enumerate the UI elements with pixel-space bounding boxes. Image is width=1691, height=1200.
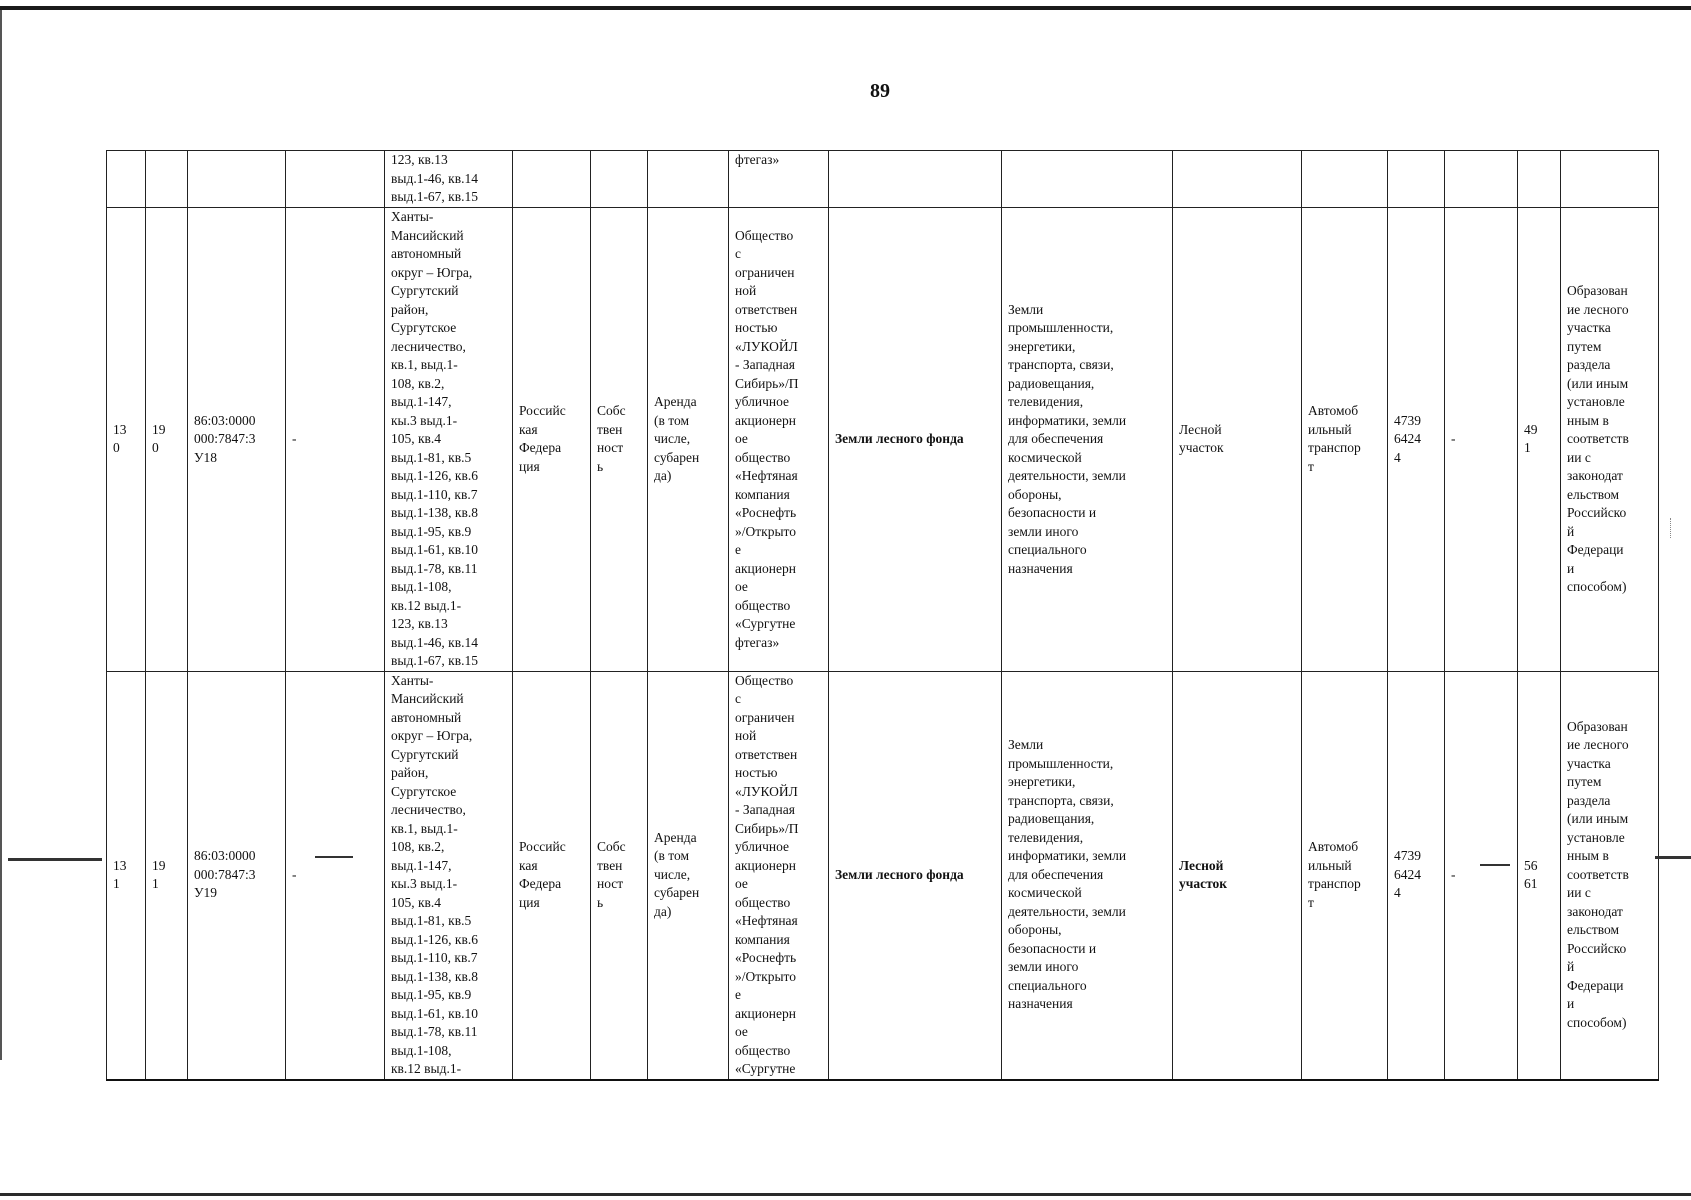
page-number: 89 [870,80,890,102]
scan-edge-left [0,10,2,1060]
cell-location: Ханты- Мансийский автономный округ – Югра, Сургутский район, Сургутское лесничество, кв.1, выд.1- 108, кв.2, выд.1-147, кы.3 выд.1- 105, кв.4 выд.1-81, кв.5 выд.1-126, кв.6 выд.1-110, кв.7 выд.1-138, кв.8 выд.1-95, кв.9 выд.1-61, кв.10 выд.1-78, кв.11 выд.1-108, кв.12 выд.1- [385,671,513,1080]
cell-item-number: 19 1 [146,671,188,1080]
cell-cadastral-number [188,151,286,208]
scan-edge-bottom [0,1193,1691,1196]
cell-col16 [1518,151,1561,208]
cell-right-type [591,151,648,208]
cell-location: Ханты- Мансийский автономный округ – Югра, Сургутский район, Сургутское лесничество, кв.1, выд.1- 108, кв.2, выд.1-147, кы.3 выд.1- 105, кв.4 выд.1-81, кв.5 выд.1-126, кв.6 выд.1-110, кв.7 выд.1-138, кв.8 выд.1-95, кв.9 выд.1-61, кв.10 выд.1-78, кв.11 выд.1-108, кв.12 выд.1- 123, кв.13 выд.1-46, кв.14 выд.1-67, кв.15 [385,208,513,672]
cell-location: 123, кв.13 выд.1-46, кв.14 выд.1-67, кв.15 [385,151,513,208]
cell-land-category: Земли лесного фонда [829,208,1002,672]
cell-encumbrance [648,151,729,208]
table-row [107,151,1659,208]
cell-right-type: Собс твен ност ь [591,671,648,1080]
cell-area [1388,151,1445,208]
cell-right-type: Собс твен ност ь [591,208,648,672]
cell-area: 4739 6424 4 [1388,671,1445,1080]
cell-col4: - [286,671,385,1080]
cell-owner: Российс кая Федера ция [513,208,591,672]
cell-holder: Общество с ограничен ной ответствен ностью «ЛУКОЙЛ - Западная Сибирь»/П убличное акционерн ое общество «Нефтяная компания «Роснефть »/Открыто е акционерн ое общество «Сургутне фтегаз» [729,208,829,672]
cell-col16: 56 61 [1518,671,1561,1080]
register-table [106,150,1659,1081]
cell-land-category [829,151,1002,208]
cell-permitted-use [1302,151,1388,208]
scan-mark-dots [1670,518,1683,538]
cell-row-number [107,151,146,208]
cell-land-category-new [1002,151,1173,208]
cell-holder: фтегаз» [729,151,829,208]
cell-permitted-use: Автомоб ильный транспор т [1302,671,1388,1080]
cell-land-use [1173,151,1302,208]
table-row [107,208,1659,672]
scan-mark-left [8,858,102,861]
cell-cadastral-number: 86:03:0000 000:7847:3 У18 [188,208,286,672]
cell-land-category: Земли лесного фонда [829,671,1002,1080]
cell-col16: 49 1 [1518,208,1561,672]
cell-col4 [286,151,385,208]
cell-basis: Образован ие лесного участка путем раздела (или иным установле нным в соответств ии с законодат ельством Российско й Федераци и способом) [1561,208,1659,672]
cell-permitted-use: Автомоб ильный транспор т [1302,208,1388,672]
scan-edge-top [0,6,1691,10]
cell-owner: Российс кая Федера ция [513,671,591,1080]
cell-basis: Образован ие лесного участка путем раздела (или иным установле нным в соответств ии с законодат ельством Российско й Федераци и способом) [1561,671,1659,1080]
cell-item-number: 19 0 [146,208,188,672]
cell-col4: - [286,208,385,672]
cell-row-number: 13 0 [107,208,146,672]
cell-item-number [146,151,188,208]
scan-mark-dash [1480,864,1510,866]
scan-mark-right [1655,856,1691,859]
cell-encumbrance: Аренда (в том числе, субарен да) [648,671,729,1080]
cell-encumbrance: Аренда (в том числе, субарен да) [648,208,729,672]
cell-col15 [1445,151,1518,208]
cell-col15: - [1445,671,1518,1080]
table-row [107,671,1659,1080]
scan-mark-dash [315,856,353,858]
cell-land-use: Лесной участок [1173,671,1302,1080]
cell-holder: Общество с ограничен ной ответствен ностью «ЛУКОЙЛ - Западная Сибирь»/П убличное акционерн ое общество «Нефтяная компания «Роснефть »/Открыто е акционерн ое общество «Сургутне [729,671,829,1080]
cell-land-category-new: Земли промышленности, энергетики, транспорта, связи, радиовещания, телевидения, информатики, земли для обеспечения космической деятельности, земли обороны, безопасности и земли иного специального назначения [1002,208,1173,672]
cell-owner [513,151,591,208]
cell-land-use: Лесной участок [1173,208,1302,672]
cell-cadastral-number: 86:03:0000 000:7847:3 У19 [188,671,286,1080]
cell-basis [1561,151,1659,208]
cell-row-number: 13 1 [107,671,146,1080]
cell-col15: - [1445,208,1518,672]
cell-area: 4739 6424 4 [1388,208,1445,672]
cell-land-category-new: Земли промышленности, энергетики, транспорта, связи, радиовещания, телевидения, информатики, земли для обеспечения космической деятельности, земли обороны, безопасности и земли иного специального назначения [1002,671,1173,1080]
